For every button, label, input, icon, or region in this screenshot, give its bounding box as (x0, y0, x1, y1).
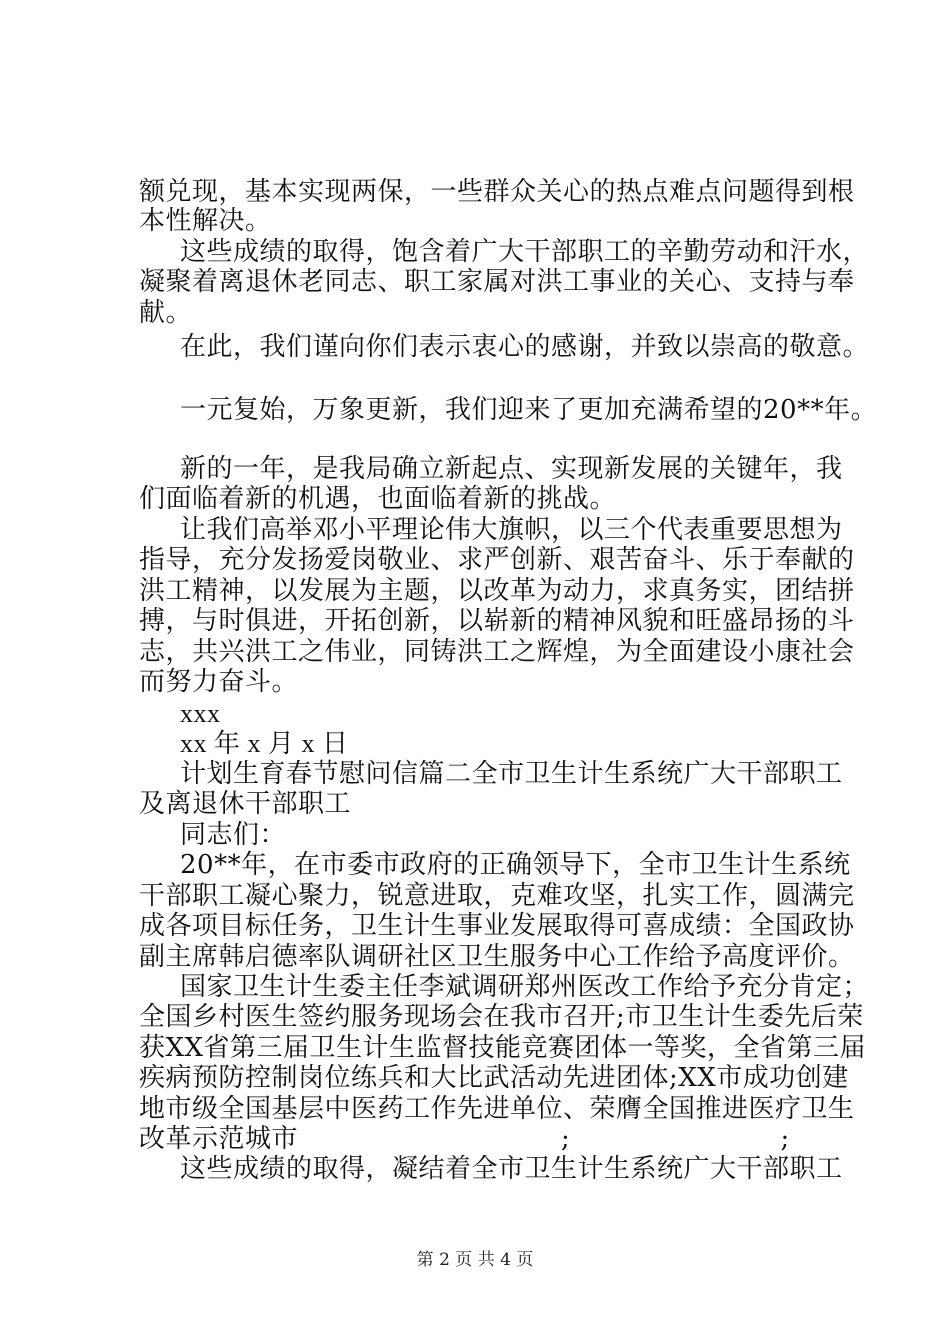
signature-date: xx 年 x 月 x 日 (180, 729, 349, 758)
text-line: 地市级全国基层中医药工作先进单位、荣膺全国推进医疗卫生 (139, 1094, 855, 1124)
text-line: 20**年，在市委市政府的正确领导下，全市卫生计生系统 (180, 850, 851, 880)
text-line: 改革示范城市 ; ; (139, 1124, 790, 1154)
text-line: 干部职工凝心聚力，锐意进取，克难攻坚，扎实工作，圆满完 (139, 881, 855, 911)
text-line: 疾病预防控制岗位练兵和大比武活动先进团体;XX市成功创建 (139, 1063, 849, 1093)
text-line: 全国乡村医生签约服务现场会在我市召开;市卫生计生委先后荣 (139, 1002, 864, 1032)
section-heading: 计划生育春节慰问信篇二全市卫生计生系统广大干部职工 (180, 759, 843, 789)
text-line: 成各项目标任务，卫生计生事业发展取得可喜成绩：全国政协 (139, 911, 855, 941)
text-line: 而努力奋斗。 (139, 667, 299, 697)
signature-name: xxx (180, 699, 221, 728)
text-line: 志，共兴洪工之伟业，同铸洪工之辉煌，为全面建设小康社会 (139, 637, 855, 667)
text-line: 指导，充分发扬爱岗敬业、求严创新、艰苦奋斗、乐于奉献的 (139, 545, 855, 575)
text-line: 国家卫生计生委主任李斌调研郑州医改工作给予充分肯定； (180, 972, 870, 1002)
text-line: 这些成绩的取得，饱含着广大干部职工的辛勤劳动和汗水， (180, 237, 870, 267)
text-line: 献。 (139, 298, 193, 328)
text-line: 这些成绩的取得，凝结着全市卫生计生系统广大干部职工 (180, 1154, 843, 1184)
section-heading: 及离退休干部职工 (139, 789, 352, 819)
text-line: 们面临着新的机遇，也面临着新的挑战。 (139, 484, 617, 514)
text-line: 本性解决。 (139, 206, 272, 236)
text-line: 在此，我们谨向你们表示衷心的感谢，并致以崇高的敬意。 (180, 332, 870, 362)
salutation: 同志们： (180, 820, 287, 850)
page-footer: 第 2 页 共 4 页 (416, 1250, 534, 1270)
text-line: 额兑现，基本实现两保，一些群众关心的热点难点问题得到根 (139, 177, 855, 207)
text-line: 搏，与时俱进，开拓创新，以崭新的精神风貌和旺盛昂扬的斗 (139, 606, 855, 636)
text-line: 新的一年，是我局确立新起点、实现新发展的关键年，我 (180, 454, 843, 484)
text-line: 洪工精神，以发展为主题，以改革为动力，求真务实，团结拼 (139, 576, 855, 606)
text-line: 副主席韩启德率队调研社区卫生服务中心工作给予高度评价。 (139, 942, 855, 972)
text-line: 获XX省第三届卫生计生监督技能竞赛团体一等奖，全省第三届 (139, 1033, 867, 1063)
text-line: 让我们高举邓小平理论伟大旗帜，以三个代表重要思想为 (180, 515, 843, 545)
text-line: 凝聚着离退休老同志、职工家属对洪工事业的关心、支持与奉 (139, 267, 855, 297)
text-line: 一元复始，万象更新，我们迎来了更加充满希望的20**年。 (180, 395, 878, 425)
